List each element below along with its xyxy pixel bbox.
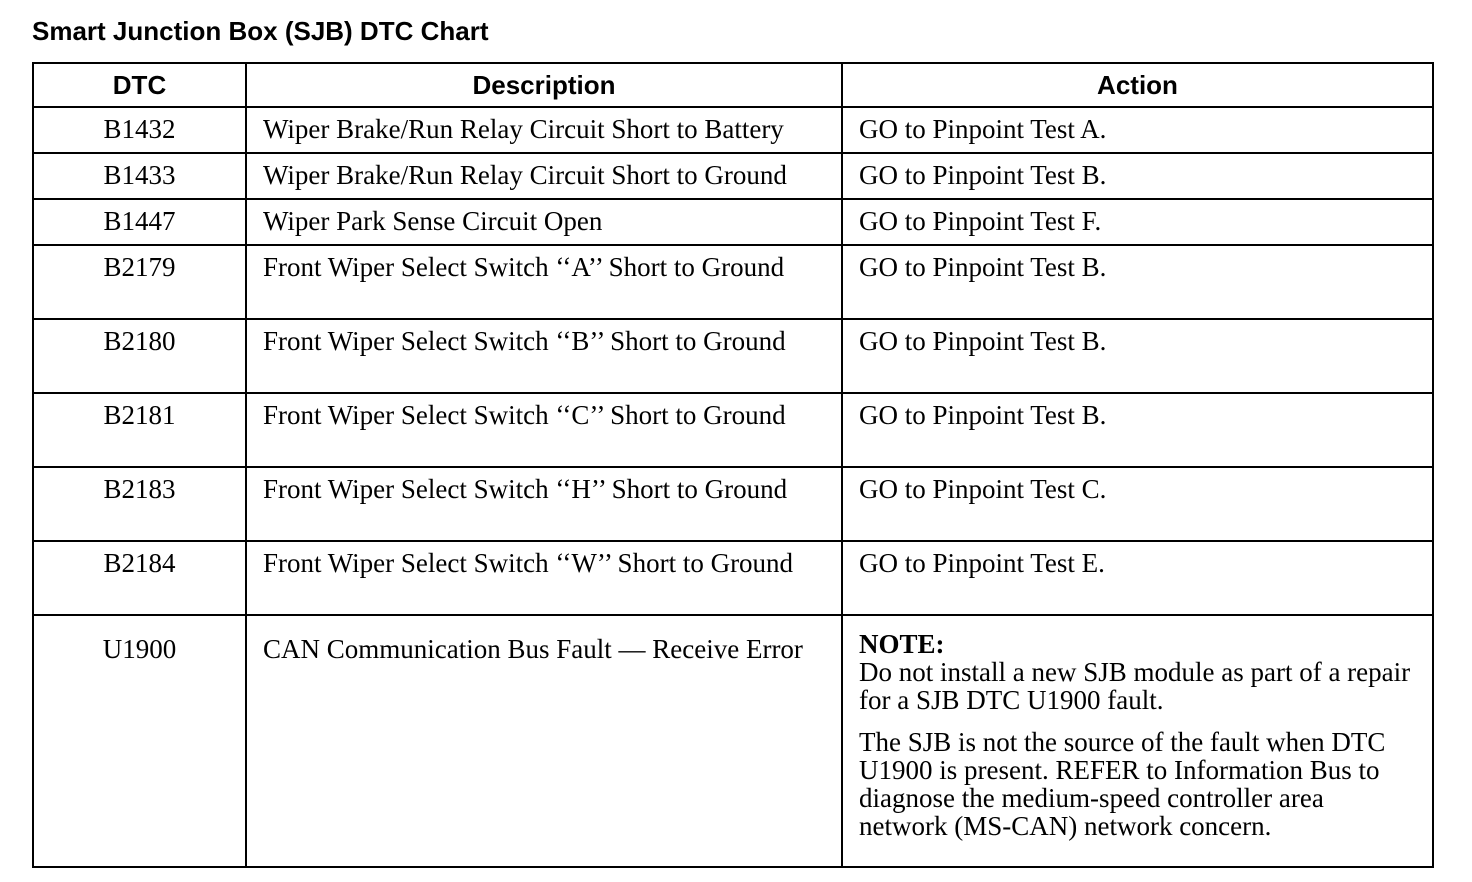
dtc-action: GO to Pinpoint Test B. <box>842 319 1433 393</box>
dtc-description: Front Wiper Select Switch ‘‘H’’ Short to Ground <box>246 467 842 541</box>
dtc-description: Wiper Brake/Run Relay Circuit Short to Ground <box>246 153 842 199</box>
table-row <box>33 153 1433 199</box>
dtc-description: Front Wiper Select Switch ‘‘C’’ Short to Ground <box>246 393 842 467</box>
header-action: Action <box>842 63 1433 107</box>
dtc-code: B1447 <box>33 199 246 245</box>
dtc-description: Front Wiper Select Switch ‘‘B’’ Short to Ground <box>246 319 842 393</box>
dtc-code: B2180 <box>33 319 246 393</box>
dtc-code: B2179 <box>33 245 246 319</box>
table-row <box>33 107 1433 153</box>
dtc-description: Front Wiper Select Switch ‘‘A’’ Short to Ground <box>246 245 842 319</box>
dtc-description: CAN Communication Bus Fault — Receive Error <box>246 615 842 867</box>
table-row <box>33 245 1433 319</box>
dtc-table <box>32 62 1434 868</box>
header-dtc: DTC <box>33 63 246 107</box>
dtc-code: U1900 <box>33 615 246 867</box>
dtc-code: B2181 <box>33 393 246 467</box>
dtc-action: GO to Pinpoint Test B. <box>842 153 1433 199</box>
dtc-action: GO to Pinpoint Test E. <box>842 541 1433 615</box>
dtc-action <box>842 615 1433 867</box>
dtc-action: GO to Pinpoint Test B. <box>842 245 1433 319</box>
table-header-row <box>33 63 1433 107</box>
dtc-description: Front Wiper Select Switch ‘‘W’’ Short to Ground <box>246 541 842 615</box>
table-row <box>33 319 1433 393</box>
note-text: Do not install a new SJB module as part of a repair for a SJB DTC U1900 fault. <box>859 657 1411 715</box>
dtc-action: GO to Pinpoint Test B. <box>842 393 1433 467</box>
table-row <box>33 541 1433 615</box>
table-row <box>33 467 1433 541</box>
note-label: NOTE: <box>859 629 945 659</box>
dtc-code: B2184 <box>33 541 246 615</box>
dtc-description: Wiper Brake/Run Relay Circuit Short to Battery <box>246 107 842 153</box>
dtc-action: GO to Pinpoint Test C. <box>842 467 1433 541</box>
dtc-code: B1433 <box>33 153 246 199</box>
header-description: Description <box>246 63 842 107</box>
page-title: Smart Junction Box (SJB) DTC Chart <box>32 16 489 46</box>
dtc-description: Wiper Park Sense Circuit Open <box>246 199 842 245</box>
table-row <box>33 615 1433 867</box>
dtc-action: GO to Pinpoint Test F. <box>842 199 1433 245</box>
dtc-code: B1432 <box>33 107 246 153</box>
dtc-code: B2183 <box>33 467 246 541</box>
dtc-action: GO to Pinpoint Test A. <box>842 107 1433 153</box>
action-text: The SJB is not the source of the fault when DTC U1900 is present. REFER to Information Bus to diagnose the medium-speed controller area network (MS-CAN) network concern. <box>859 727 1386 841</box>
table-row <box>33 199 1433 245</box>
table-row <box>33 393 1433 467</box>
